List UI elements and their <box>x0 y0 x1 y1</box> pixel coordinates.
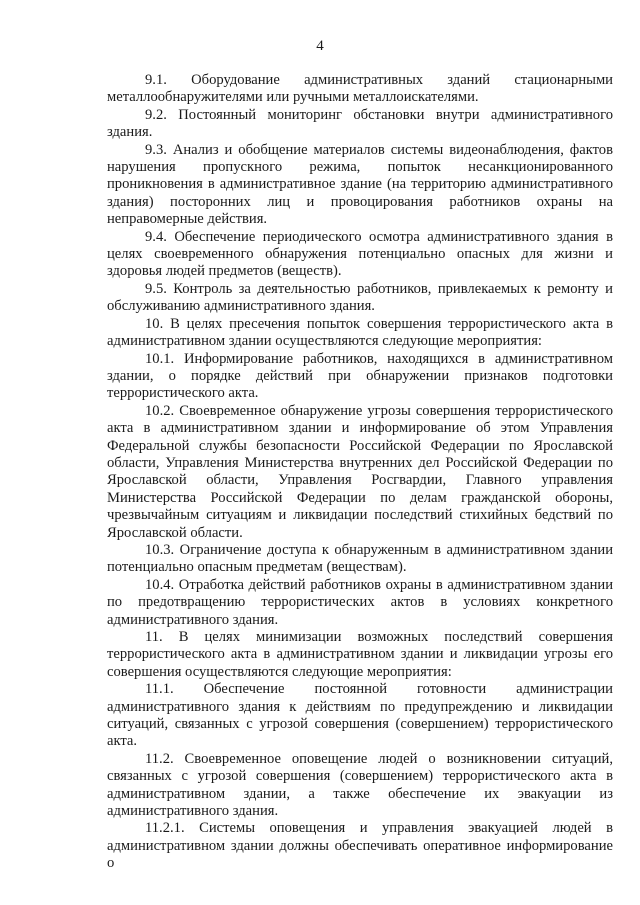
paragraph-9-2: 9.2. Постоянный мониторинг обстановки внутри административного здания. <box>107 106 613 141</box>
paragraph-9-4: 9.4. Обеспечение периодического осмотра административного здания в целях своевременного обнаружения потенциально опасных для жизни и здоровья людей предметов (веществ). <box>107 228 613 280</box>
paragraph-10-1: 10.1. Информирование работников, находящихся в административном здании, о порядке действий при обнаружении признаков подготовки террористического акта. <box>107 350 613 402</box>
paragraph-11: 11. В целях минимизации возможных последствий совершения террористического акта в административном здании и ликвидации угрозы его совершения осуществляются следующие мероприятия: <box>107 629 613 680</box>
paragraph-10-3: 10.3. Ограничение доступа к обнаруженным в административном здании потенциально опасным предметам (веществам). <box>107 541 613 576</box>
paragraph-10-4: 10.4. Отработка действий работников охраны в административном здании по предотвращению террористических актов в условиях конкретного административного здания. <box>107 576 613 628</box>
paragraph-10: 10. В целях пресечения попыток совершения террористического акта в административном здании осуществляются следующие мероприятия: <box>107 315 613 350</box>
paragraph-11-2: 11.2. Своевременное оповещение людей о возникновении ситуаций, связанных с угрозой совершения (совершением) террористического акта в административном здании, а также обеспечение их эвакуации из административного здания. <box>107 750 613 820</box>
paragraph-9-5: 9.5. Контроль за деятельностью работников, привлекаемых к ремонту и обслуживанию административного здания. <box>107 280 613 315</box>
paragraph-9-3: 9.3. Анализ и обобщение материалов системы видеонаблюдения, фактов нарушения пропускного режима, попыток несанкционированного проникновения в административное здание (на территорию административного здания) посторонних лиц и провоцирования работников охраны на неправомерные действия. <box>107 141 613 228</box>
paragraph-10-2: 10.2. Своевременное обнаружение угрозы совершения террористического акта в административном здании и информирование об этом Управления Федеральной службы безопасности Российской Федерации по Ярославской области, Управления Министерства внутренних дел Российской Федерации по Ярославской области, Управления Росгвардии, Главного управления Министерства Российской Федерации по делам гражданской обороны, чрезвычайным ситуациям и ликвидации последствий стихийных бедствий по Ярославской области. <box>107 402 613 541</box>
paragraph-11-2-1: 11.2.1. Системы оповещения и управления эвакуацией людей в административном здании должны обеспечивать оперативное информирование о <box>107 820 613 872</box>
page-number: 4 <box>316 38 324 54</box>
document-body <box>107 72 613 873</box>
paragraph-9-1: 9.1. Оборудование административных зданий стационарными металлообнаружителями или ручными металлоискателями. <box>107 72 613 106</box>
paragraph-11-1: 11.1. Обеспечение постоянной готовности администрации административного здания к действиям по предупреждению и ликвидации ситуаций, связанных с угрозой совершения (совершением) террористического акта. <box>107 681 613 750</box>
